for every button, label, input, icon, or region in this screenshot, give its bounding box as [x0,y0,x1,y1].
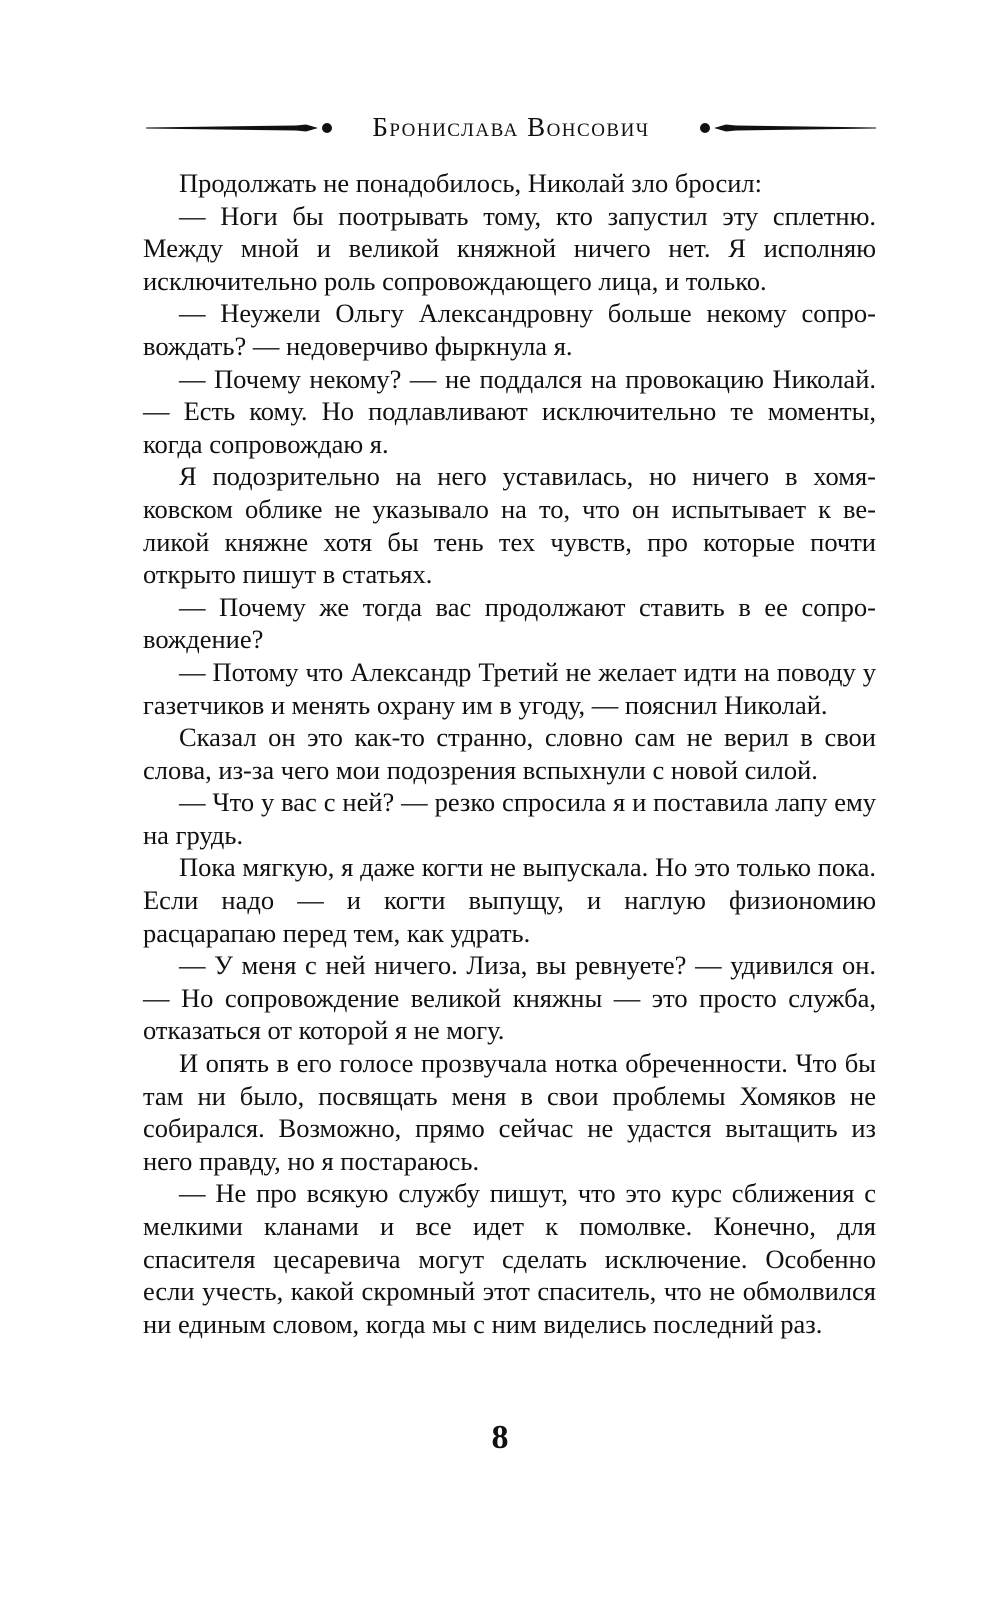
paragraph: Продолжать не понадобилось, Николай зло бросил: [179,168,763,198]
paragraph: И опять в его голосе прозвучала нотка обреченности. Что бы там ни было, посвящать меня в свои проблемы Хомяков не собирался. Возможно, прямо сейчас не удастся вытащить из него правду, но я постараюсь. [143,1048,876,1176]
paragraph: — Почему некому? — не поддался на провокацию Николай. — Есть кому. Но подлавливают исключительно те моменты, когда сопровождаю я. [143,363,876,459]
paragraph: — У меня с ней ничего. Лиза, вы ревнуете? — удивился он. — Но сопровождение великой княжны — это просто служба, отказаться от которой я не могу. [143,950,876,1046]
body-text [143,167,876,1340]
running-header-author: Бронислава Вонсович [372,112,650,142]
paragraph: — Не про всякую службу пишут, что это курс сближения с мелкими кланами и все идет к помолвке. Конечно, для спасителя цесаревича могут сделать исключение. Особенно если учесть, какой скромный этот спаситель, что не обмолвился ни единым словом, когда мы с ним виделись последний раз. [143,1178,876,1339]
paragraph: Пока мягкую, я даже когти не выпускала. Но это только пока. Если надо — и когти выпущу, и наглую физиономию расцарапаю перед тем, как удрать. [143,852,876,948]
paragraph: — Неужели Ольгу Александровну больше некому сопровождать? — недоверчиво фыркнула я. [143,298,876,361]
paragraph: — Потому что Александр Третий не желает идти на поводу у газетчиков и менять охрану им в угоду, — пояснил Николай. [143,656,876,720]
paragraph: Я подозрительно на него уставилась, но ничего в хомяковском облике не указывало на то, что он испытывает к великой княжне хотя бы тень тех чувств, про которые почти открыто пишут в статьях. [143,461,876,590]
page-number: 8 [491,1419,509,1456]
paragraph: — Что у вас с ней? — резко спросила я и поставила лапу ему на грудь. [143,787,876,850]
paragraph: — Почему же тогда вас продолжают ставить в ее сопровождение? [143,591,876,655]
paragraph: Сказал он это как-то странно, словно сам не верил в свои слова, из-за чего мои подозрения вспыхнули с новой силой. [143,722,876,785]
running-header [146,108,876,148]
paragraph: — Ноги бы поотрывать тому, кто запустил эту сплетню. Между мной и великой княжной ничего нет. Я исполняю исключительно роль сопровождающего лица, и только. [143,200,876,296]
